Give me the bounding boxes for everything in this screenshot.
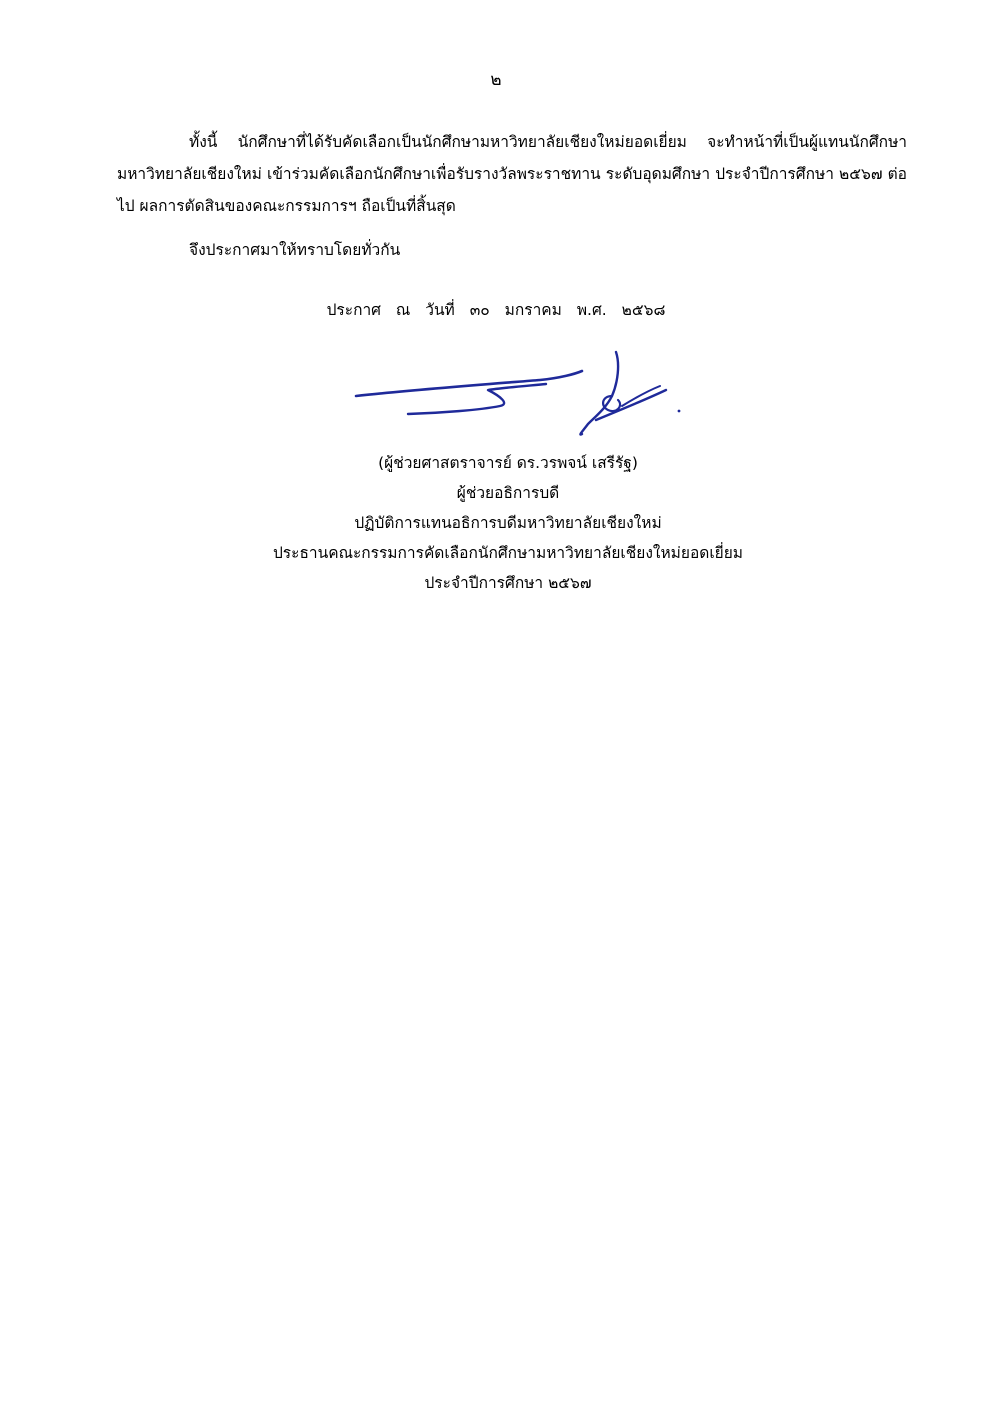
signature-image (350, 344, 690, 444)
signature-stroke (580, 352, 618, 435)
signer-position: ผู้ช่วยอธิการบดี (456, 484, 560, 502)
signature-dot (678, 410, 681, 413)
page-number: ๒ (490, 70, 502, 90)
signer-acting-role: ปฏิบัติการแทนอธิการบดีมหาวิทยาลัยเชียงใหม่ (354, 514, 662, 532)
signer-academic-year: ประจำปีการศึกษา ๒๕๖๗ (424, 574, 592, 592)
closing-statement: จึงประกาศมาให้ทราบโดยทั่วกัน (189, 241, 401, 259)
body-paragraph: ทั้งนี้ นักศึกษาที่ได้รับคัดเลือกเป็นนักศึกษามหาวิทยาลัยเชียงใหม่ยอดเยี่ยม จะทำหน้าที่เป็นผู้แทนนักศึกษามหาวิทยาลัยเชียงใหม่ เข้าร่วมคัดเลือกนักศึกษาเพื่อรับรางวัลพระราชทาน ระดับอุดมศึกษา ประจำปีการศึกษา ๒๕๖๗ ต่อไป ผลการตัดสินของคณะกรรมการฯ ถือเป็นที่สิ้นสุด (117, 133, 907, 215)
signer-committee-role: ประธานคณะกรรมการคัดเลือกนักศึกษามหาวิทยาลัยเชียงใหม่ยอดเยี่ยม (272, 544, 744, 562)
signer-block (0, 448, 992, 598)
signature-stroke (356, 371, 582, 396)
signer-name: (ผู้ช่วยศาสตราจารย์ ดร.วรพจน์ เสรีรัฐ) (378, 454, 638, 472)
announcement-date: ประกาศ ณ วันที่ ๓๐ มกราคม พ.ศ. ๒๕๖๘ (326, 301, 666, 319)
